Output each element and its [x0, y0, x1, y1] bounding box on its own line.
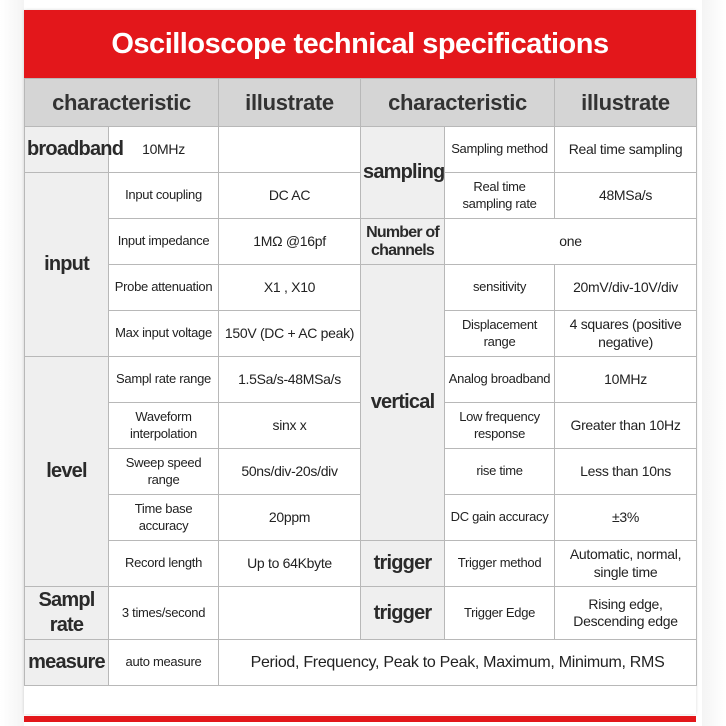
- spec-label: Probe attenuation: [109, 265, 219, 311]
- category-vertical: vertical: [361, 265, 445, 541]
- table-row: [25, 587, 697, 640]
- header-characteristic-left: characteristic: [25, 79, 219, 127]
- spec-value: Greater than 10Hz: [555, 403, 697, 449]
- table-header-row: [25, 79, 697, 127]
- spec-value: 10MHz: [555, 357, 697, 403]
- spec-value: Rising edge, Descending edge: [555, 587, 697, 640]
- empty-cell: [219, 127, 361, 173]
- spec-label: Analog broadband: [445, 357, 555, 403]
- spec-label: Input coupling: [109, 173, 219, 219]
- spec-value: Real time sampling: [555, 127, 697, 173]
- spec-value: X1 , X10: [219, 265, 361, 311]
- spec-table: [24, 78, 697, 686]
- table-row: [25, 219, 697, 265]
- spec-label: 3 times/second: [109, 587, 219, 640]
- category-sampl-rate: Sampl rate: [25, 587, 109, 640]
- spec-value: sinx x: [219, 403, 361, 449]
- spec-label: Real time sampling rate: [445, 173, 555, 219]
- channels-value: one: [445, 219, 697, 265]
- table-row: [25, 541, 697, 587]
- spec-value: DC AC: [219, 173, 361, 219]
- spec-label: sensitivity: [445, 265, 555, 311]
- spec-label: Waveform interpolation: [109, 403, 219, 449]
- category-trigger-edge: trigger: [361, 587, 445, 640]
- spec-label: Sweep speed range: [109, 449, 219, 495]
- spec-value: 1MΩ @16pf: [219, 219, 361, 265]
- table-row: [25, 265, 697, 311]
- right-margin-shade: [702, 0, 726, 726]
- spec-value: 150V (DC + AC peak): [219, 311, 361, 357]
- spec-value: 20mV/div-10V/div: [555, 265, 697, 311]
- spec-label: Input impedance: [109, 219, 219, 265]
- broadband-value: 10MHz: [109, 127, 219, 173]
- header-characteristic-right: characteristic: [361, 79, 555, 127]
- table-row: [25, 640, 697, 686]
- category-level: level: [25, 357, 109, 587]
- spec-sheet: [24, 10, 696, 714]
- spec-label: DC gain accuracy: [445, 495, 555, 541]
- page-title: Oscilloscope technical specifications: [24, 10, 696, 78]
- category-input: input: [25, 173, 109, 357]
- empty-cell: [219, 587, 361, 640]
- spec-label: Sampl rate range: [109, 357, 219, 403]
- spec-label: Sampling method: [445, 127, 555, 173]
- header-illustrate-right: illustrate: [555, 79, 697, 127]
- spec-label: Trigger Edge: [445, 587, 555, 640]
- bottom-accent-bar: [24, 716, 696, 722]
- spec-label: Max input voltage: [109, 311, 219, 357]
- spec-value: 50ns/div-20s/div: [219, 449, 361, 495]
- measure-value: Period, Frequency, Peak to Peak, Maximum, Minimum, RMS: [219, 640, 697, 686]
- spec-value: 1.5Sa/s-48MSa/s: [219, 357, 361, 403]
- spec-label: rise time: [445, 449, 555, 495]
- spec-value: Automatic, normal, single time: [555, 541, 697, 587]
- category-channels: Number of channels: [361, 219, 445, 265]
- spec-label: auto measure: [109, 640, 219, 686]
- spec-value: Less than 10ns: [555, 449, 697, 495]
- table-row: [25, 127, 697, 173]
- spec-value: 4 squares (positive negative): [555, 311, 697, 357]
- category-measure: measure: [25, 640, 109, 686]
- spec-label: Low frequency response: [445, 403, 555, 449]
- category-sampling: sampling: [361, 127, 445, 219]
- category-trigger: trigger: [361, 541, 445, 587]
- spec-label: Time base accuracy: [109, 495, 219, 541]
- left-margin-shade: [0, 0, 24, 726]
- spec-label: Displacement range: [445, 311, 555, 357]
- spec-value: 20ppm: [219, 495, 361, 541]
- spec-label: Trigger method: [445, 541, 555, 587]
- spec-value: 48MSa/s: [555, 173, 697, 219]
- spec-value: ±3%: [555, 495, 697, 541]
- spec-value: Up to 64Kbyte: [219, 541, 361, 587]
- category-broadband: broadband: [25, 127, 109, 173]
- header-illustrate-left: illustrate: [219, 79, 361, 127]
- spec-label: Record length: [109, 541, 219, 587]
